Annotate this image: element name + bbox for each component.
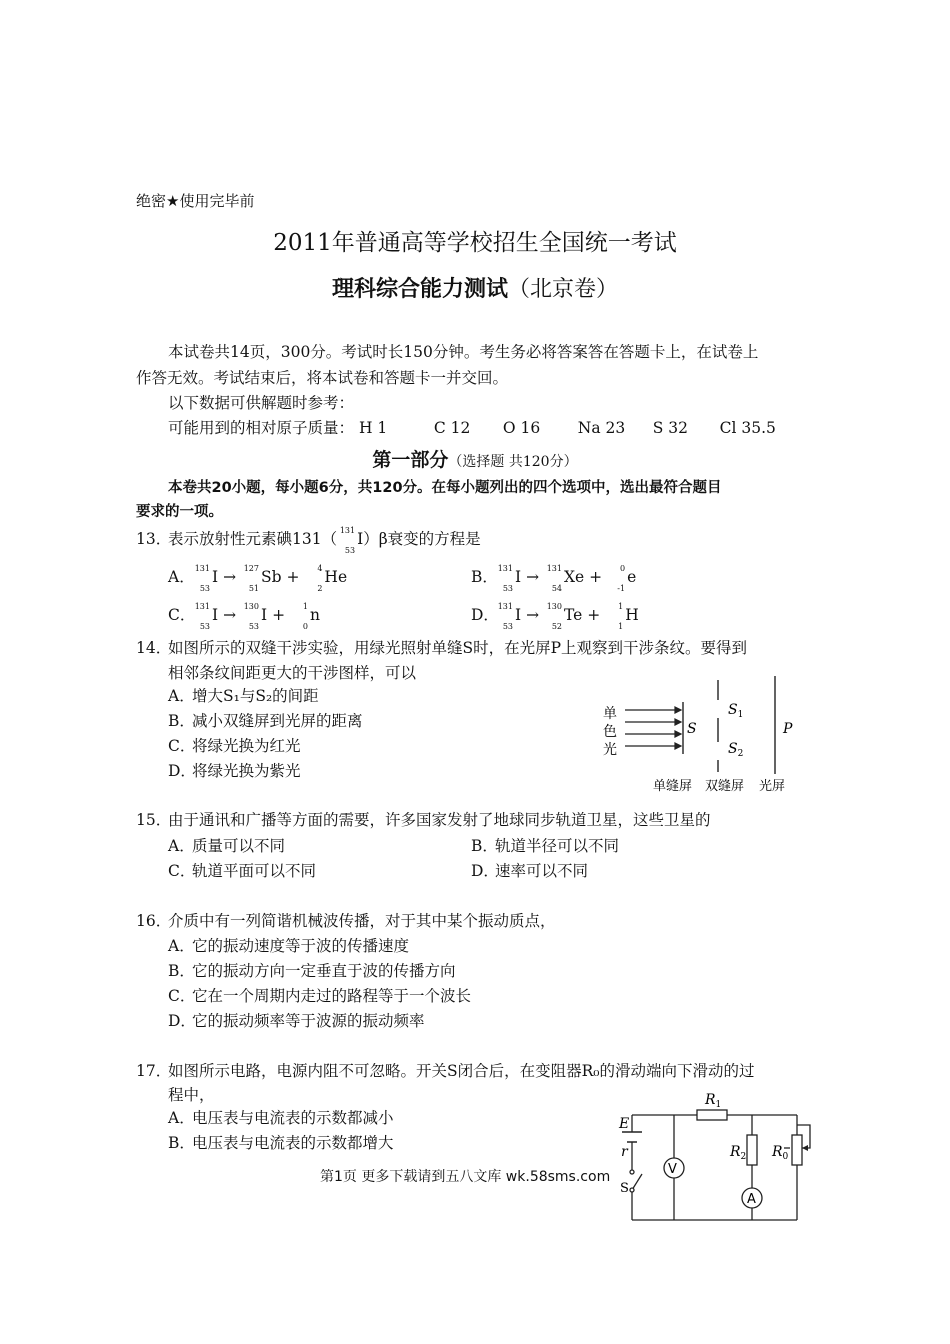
nuclide-symbol: Xe bbox=[564, 568, 585, 586]
q17-number: 17． bbox=[136, 1062, 172, 1080]
secret-label: 绝密★使用完毕前 bbox=[136, 192, 255, 210]
option-text: 质量可以不同 bbox=[192, 837, 286, 855]
nuclide: 1 0 bbox=[302, 602, 308, 631]
nuclide: 1 1 bbox=[618, 602, 624, 631]
q13-stem-a: 表示放射性元素碘131（ bbox=[168, 530, 338, 548]
resistor-r0 bbox=[792, 1135, 802, 1165]
label-A: A bbox=[747, 1192, 756, 1207]
part1-instr-1: 本卷共20小题，每小题6分，共120分。在每小题列出的四个选项中，选出最符合题目 bbox=[168, 480, 722, 496]
q17-stem-text: 如图所示电路，电源内阻不可忽略。开关S闭合后，在变阻器R₀的滑动端向下滑动的过 bbox=[168, 1062, 755, 1080]
nuclide-symbol: He bbox=[324, 568, 348, 586]
option-text: 电压表与电流表的示数都减小 bbox=[192, 1109, 394, 1127]
q13-option-a bbox=[168, 564, 348, 593]
exam-subtitle bbox=[0, 272, 950, 303]
part1-title: 第一部分 bbox=[372, 449, 449, 471]
q14-stem-2: 相邻条纹间距更大的干涉图样，可以 bbox=[168, 664, 417, 682]
subtitle-paren: （北京卷） bbox=[508, 277, 619, 302]
q15-option-d bbox=[471, 859, 588, 881]
part1-note: （选择题 共120分） bbox=[448, 454, 578, 470]
q15-option-b bbox=[471, 834, 619, 856]
label-light-3: 光 bbox=[603, 742, 617, 758]
q13-number: 13． bbox=[136, 530, 172, 548]
caption-double-slit: 双缝屏 bbox=[705, 779, 745, 794]
nuclide: 127 51 bbox=[243, 564, 259, 593]
label-P: P bbox=[783, 721, 793, 737]
q15-option-c bbox=[168, 859, 316, 881]
q14-option-a bbox=[168, 684, 319, 706]
nuclide: 131 53 bbox=[339, 526, 356, 555]
option-letter: B． bbox=[471, 837, 498, 855]
label-S: S bbox=[687, 721, 697, 737]
q13-stem-b: ）β衰变的方程是 bbox=[363, 530, 481, 548]
label-S2: $S_2$ bbox=[728, 741, 744, 759]
plus: + bbox=[589, 568, 603, 586]
option-text: 它的振动频率等于波源的振动频率 bbox=[192, 1012, 425, 1030]
mass-s: S 32 bbox=[652, 419, 688, 437]
nuclide-symbol: I bbox=[212, 568, 219, 586]
nuclide-symbol: I bbox=[515, 568, 522, 586]
q14-stem-text: 如图所示的双缝干涉实验，用绿光照射单缝S时，在光屏P上观察到干涉条纹。要得到 bbox=[168, 639, 748, 657]
option-text: 它的振动速度等于波的传播速度 bbox=[192, 937, 410, 955]
q13-option-d bbox=[471, 602, 639, 631]
q16-option-a bbox=[168, 934, 409, 956]
option-letter: B． bbox=[471, 568, 498, 586]
option-letter: B． bbox=[168, 1134, 195, 1152]
q17-stem-1 bbox=[136, 1059, 755, 1081]
caption-light-screen: 光屏 bbox=[759, 779, 786, 794]
option-letter: A． bbox=[168, 1109, 195, 1127]
option-letter: A． bbox=[168, 687, 195, 705]
label-S1: $S_1$ bbox=[728, 702, 744, 720]
q14-number: 14． bbox=[136, 639, 172, 657]
part1-heading bbox=[0, 445, 950, 472]
nuclide: 131 54 bbox=[546, 564, 562, 593]
arrow: → bbox=[526, 568, 540, 586]
nuclide: 130 53 bbox=[243, 602, 259, 631]
q15-stem-text: 由于通讯和广播等方面的需要，许多国家发射了地球同步轨道卫星，这些卫星的 bbox=[168, 811, 711, 829]
mass-c: C 12 bbox=[433, 419, 471, 437]
nuclide: 4 2 bbox=[317, 564, 323, 593]
mass-o: O 16 bbox=[502, 419, 541, 437]
plus: + bbox=[286, 568, 300, 586]
nuclide-symbol: H bbox=[625, 606, 639, 624]
option-text: 速率可以不同 bbox=[495, 862, 589, 880]
label-light-1: 单 bbox=[603, 706, 617, 722]
nuclide: 0 -1 bbox=[617, 564, 626, 593]
nuclide-symbol: Sb bbox=[261, 568, 282, 586]
nuclide-symbol: I bbox=[515, 606, 522, 624]
option-letter: C． bbox=[168, 737, 196, 755]
label-S: S bbox=[620, 1181, 629, 1196]
option-text: 增大S₁与S₂的间距 bbox=[192, 687, 319, 705]
q16-stem-text: 介质中有一列简谐机械波传播，对于其中某个振动质点， bbox=[168, 912, 556, 930]
switch-icon bbox=[630, 1170, 642, 1192]
option-text: 轨道半径可以不同 bbox=[495, 837, 620, 855]
nuclide-symbol: Te bbox=[564, 606, 583, 624]
option-letter: C． bbox=[168, 987, 196, 1005]
atomic-masses bbox=[168, 416, 776, 438]
label-light-2: 色 bbox=[603, 724, 617, 740]
option-letter: D． bbox=[471, 606, 499, 624]
arrow: → bbox=[223, 606, 237, 624]
option-letter: D． bbox=[168, 762, 196, 780]
option-letter: D． bbox=[168, 1012, 196, 1030]
option-letter: D． bbox=[471, 862, 499, 880]
q16-option-c bbox=[168, 984, 471, 1006]
label-V: V bbox=[668, 1162, 677, 1177]
q17-option-b bbox=[168, 1131, 394, 1153]
option-letter: C． bbox=[168, 862, 196, 880]
option-text: 电压表与电流表的示数都增大 bbox=[192, 1134, 394, 1152]
light-arrows bbox=[625, 707, 681, 749]
masses-label: 可能用到的相对原子质量： bbox=[168, 419, 355, 437]
q14-option-d bbox=[168, 759, 301, 781]
subtitle-main: 理科综合能力测试 bbox=[331, 277, 508, 302]
battery-icon bbox=[622, 1132, 642, 1142]
q16-option-d bbox=[168, 1009, 425, 1031]
nuclide-symbol: e bbox=[627, 568, 637, 586]
resistor-r2 bbox=[747, 1135, 757, 1165]
q16-number: 16． bbox=[136, 912, 172, 930]
caption-single-slit: 单缝屏 bbox=[653, 779, 693, 794]
arrow: → bbox=[223, 568, 237, 586]
intro-line-3: 以下数据可供解题时参考： bbox=[168, 394, 355, 412]
nuclide-symbol: I bbox=[261, 606, 268, 624]
intro-line-1: 本试卷共14页，300分。考试时长150分钟。考生务必将答案答在答题卡上，在试卷上 bbox=[168, 343, 759, 361]
label-r: r bbox=[621, 1144, 628, 1160]
q16-option-b bbox=[168, 959, 456, 981]
q15-number: 15． bbox=[136, 811, 172, 829]
nuclide: 130 52 bbox=[546, 602, 562, 631]
exam-title: 2011年普通高等学校招生全国统一考试 bbox=[273, 230, 677, 256]
nuclide: 131 53 bbox=[194, 602, 210, 631]
slider-arrow-icon bbox=[802, 1145, 808, 1151]
option-letter: A． bbox=[168, 837, 195, 855]
part1-instr-2: 要求的一项。 bbox=[136, 504, 223, 520]
nuclide: 131 53 bbox=[497, 564, 513, 593]
label-R2: $R_2$ bbox=[730, 1144, 747, 1162]
mass-cl: Cl 35.5 bbox=[719, 419, 776, 437]
q13-option-b bbox=[471, 564, 637, 593]
q14-option-c bbox=[168, 734, 301, 756]
mass-h: H 1 bbox=[358, 419, 388, 437]
label-E: E bbox=[619, 1116, 630, 1132]
q15-option-a bbox=[168, 834, 285, 856]
nuclide-symbol: n bbox=[310, 606, 320, 624]
q14-option-b bbox=[168, 709, 363, 731]
double-slit-figure bbox=[595, 672, 815, 797]
page-footer: 第1页 更多下载请到五八文库 wk.58sms.com bbox=[320, 1166, 610, 1186]
nuclide: 131 53 bbox=[194, 564, 210, 593]
nuclide-symbol: I bbox=[212, 606, 219, 624]
option-text: 将绿光换为紫光 bbox=[192, 762, 301, 780]
q13-stem bbox=[136, 526, 481, 555]
q13-option-c bbox=[168, 602, 320, 631]
q15-stem bbox=[136, 808, 711, 830]
nuclide: 131 53 bbox=[497, 602, 513, 631]
option-letter: B． bbox=[168, 962, 195, 980]
mass-na: Na 23 bbox=[577, 419, 626, 437]
plus: + bbox=[272, 606, 286, 624]
arrow: → bbox=[526, 606, 540, 624]
label-R1: $R_1$ bbox=[705, 1092, 722, 1110]
circuit-wires bbox=[632, 1115, 810, 1220]
q16-stem bbox=[136, 909, 556, 931]
option-letter: A． bbox=[168, 568, 195, 586]
intro-line-2: 作答无效。考试结束后，将本试卷和答题卡一并交回。 bbox=[136, 369, 509, 387]
option-letter: C． bbox=[168, 606, 196, 624]
option-letter: B． bbox=[168, 712, 195, 730]
option-letter: A． bbox=[168, 937, 195, 955]
q17-stem-2: 程中， bbox=[168, 1086, 215, 1104]
resistor-r1 bbox=[697, 1110, 727, 1120]
q14-stem-1 bbox=[136, 636, 747, 658]
label-R0: $R_0$ bbox=[772, 1144, 789, 1162]
circuit-figure bbox=[612, 1090, 822, 1225]
option-text: 将绿光换为红光 bbox=[192, 737, 301, 755]
q17-option-a bbox=[168, 1106, 394, 1128]
option-text: 它的振动方向一定垂直于波的传播方向 bbox=[192, 962, 456, 980]
option-text: 轨道平面可以不同 bbox=[192, 862, 317, 880]
nuclide-symbol: I bbox=[357, 530, 364, 548]
option-text: 它在一个周期内走过的路程等于一个波长 bbox=[192, 987, 472, 1005]
plus: + bbox=[587, 606, 601, 624]
option-text: 减小双缝屏到光屏的距离 bbox=[192, 712, 363, 730]
